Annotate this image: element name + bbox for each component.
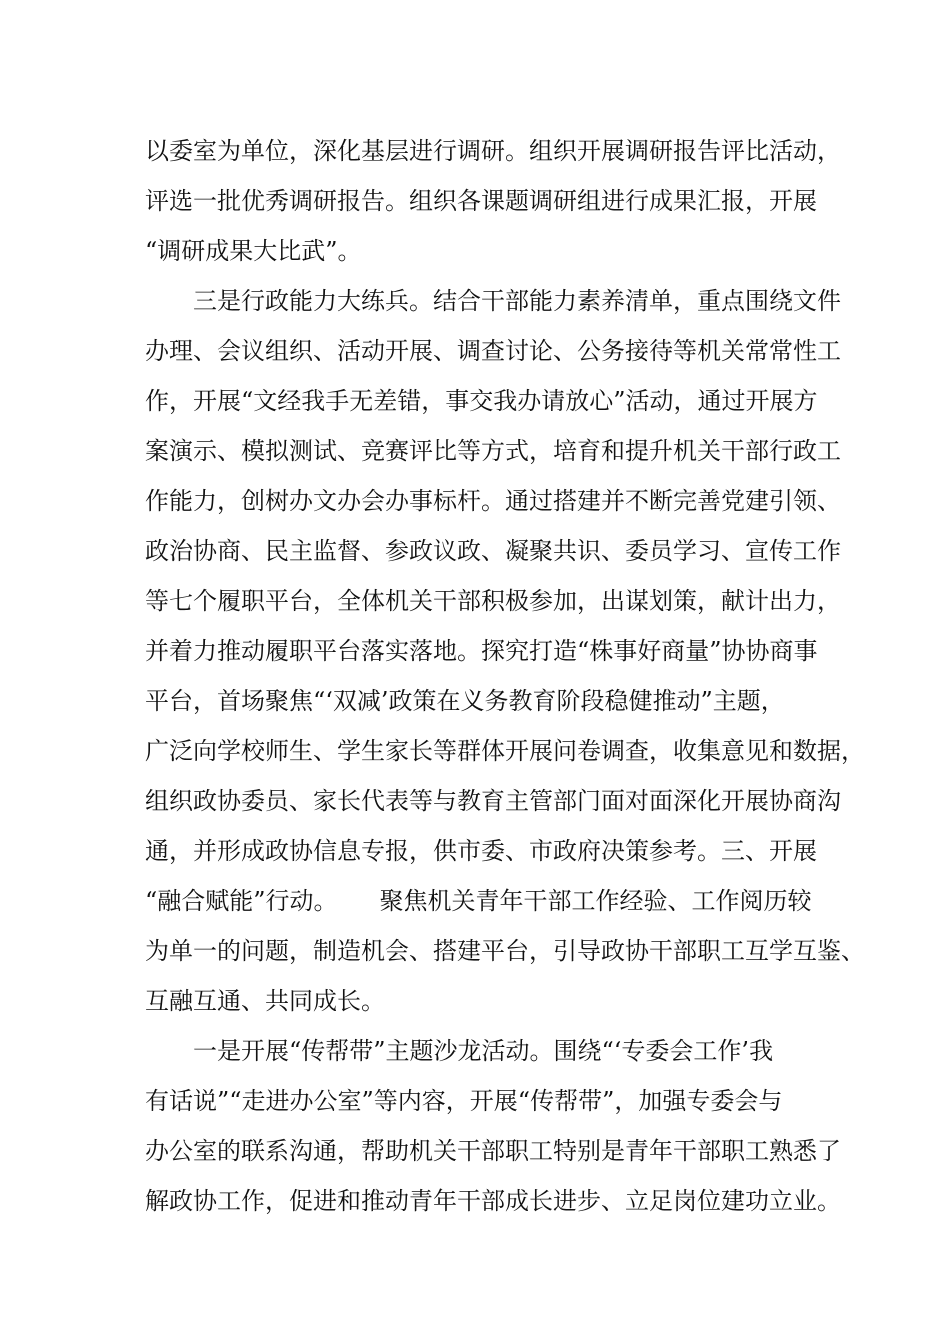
text-line-9: 政治协商、民主监督、参政议政、凝聚共识、委员学习、宣传工作 (145, 537, 841, 565)
text-line-2: 评选一批优秀调研报告。组织各课题调研组进行成果汇报，开展 (145, 187, 817, 215)
document-body (145, 126, 865, 1226)
paragraph-start-line: 一是开展“传帮带”主题沙龙活动。围绕“‘专委会工作’我 (193, 1037, 774, 1065)
text-line-6: 作，开展“文经我手无差错，事交我办请放心”活动，通过开展方 (145, 387, 818, 415)
text-line-15: 通，并形成政协信息专报，供市委、市政府决策参考。三、开展 (145, 837, 817, 865)
section-heading-fragment: “融合赋能”行动。 (145, 887, 338, 915)
text-line-12: 平台，首场聚焦“‘双减’政策在义务教育阶段稳健推动”主题， (145, 687, 785, 715)
paragraph-start-line: 三是行政能力大练兵。结合干部能力素养清单，重点围绕文件 (193, 287, 841, 315)
text-line-7: 案演示、模拟测试、竞赛评比等方式，培育和提升机关干部行政工 (145, 437, 841, 465)
text-line-16 (145, 876, 835, 926)
text-line-21: 办公室的联系沟通，帮助机关干部职工特别是青年干部职工熟悉了 (145, 1137, 841, 1165)
text-line-18: 互融互通、共同成长。 (145, 987, 385, 1015)
text-line-13: 广泛向学校师生、学生家长等群体开展问卷调查，收集意见和数据， (145, 737, 865, 765)
section-text-fragment: 聚焦机关青年干部工作经验、工作阅历较 (379, 887, 812, 915)
text-line-8: 作能力，创树办文办会办事标杆。通过搭建并不断完善党建引领、 (145, 487, 841, 515)
text-line-20: 有话说”“走进办公室”等内容，开展“传帮带”，加强专委会与 (145, 1087, 783, 1115)
text-line-1: 以委室为单位，深化基层进行调研。组织开展调研报告评比活动， (145, 137, 841, 165)
text-line-3: “调研成果大比武”。 (145, 237, 362, 265)
text-line-17: 为单一的问题，制造机会、搭建平台，引导政协干部职工互学互鉴、 (145, 937, 865, 965)
text-line-11: 并着力推动履职平台落实落地。探究打造“株事好商量”协协商事 (145, 637, 818, 665)
text-line-14: 组织政协委员、家长代表等与教育主管部门面对面深化开展协商沟 (145, 787, 841, 815)
text-line-10: 等七个履职平台，全体机关干部积极参加，出谋划策，献计出力， (145, 587, 841, 615)
text-line-22: 解政协工作，促进和推动青年干部成长进步、立足岗位建功立业。 (145, 1187, 841, 1215)
text-line-5: 办理、会议组织、活动开展、调查讨论、公务接待等机关常常性工 (145, 337, 841, 365)
